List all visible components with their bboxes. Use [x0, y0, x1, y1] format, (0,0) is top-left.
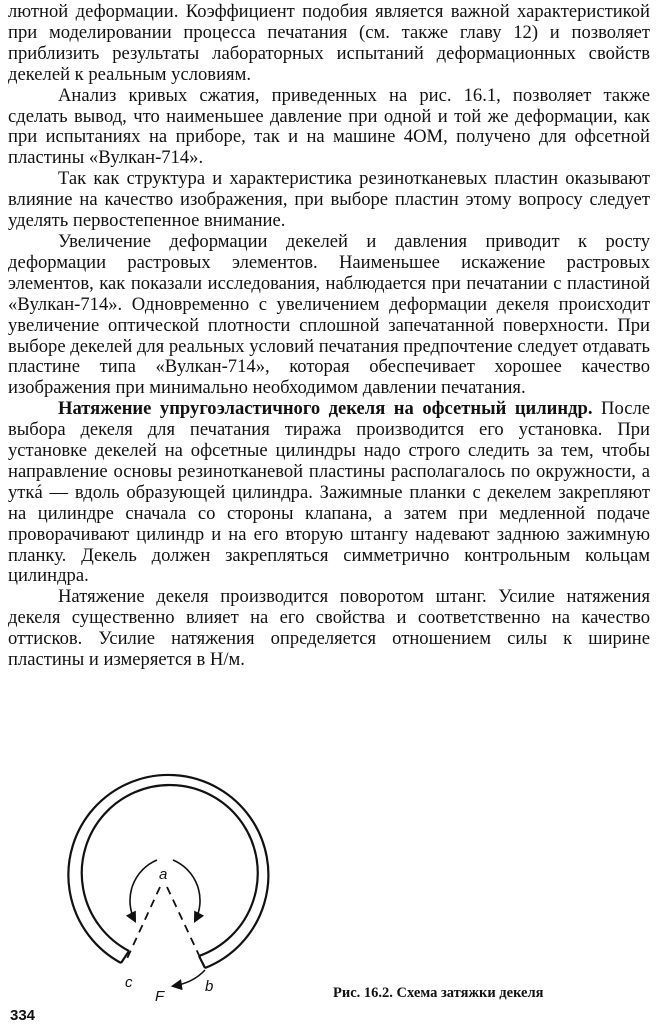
page-number: 334	[10, 1007, 36, 1024]
paragraph-text: Увеличение деформации декелей и давления приводит к росту деформации растровых элементов. Наименьшее искажение растровых элементов, как показали исследования, наблюдается при печатании с пластиной «Вулкан-714». Одновременно с увеличением деформации декеля происходит увеличение оптической плотности сплошной запечатанной поверхности. При выборе декелей для реальных условий печатания предпочтение следует отдавать пластине типа «Вулкан-714», которая обеспечивает хорошее качество изображения при минимально необходимом давлении печатания.	[8, 230, 650, 399]
label-force: F	[155, 988, 165, 1005]
tension-diagram	[55, 775, 315, 1005]
figure-caption: Рис. 16.2. Схема затяжки декеля	[333, 985, 544, 1001]
paragraph-text: Так как структура и характеристика резинотканевых пластин оказывают влияние на качество изображения, при выборе пластин этому вопросу следует уделять первостепенное внимание.	[8, 168, 650, 232]
paragraph-text: После выбора декеля для печатания тиража производится его установка. При установке декелей на офсетные цилиндры надо строго следить за тем, чтобы направление основы резинотканевой пластины располагалось по окружности, а уткá — вдоль образующей цилиндра. Зажимные планки с декелем закрепляют на цилиндре сначала со стороны клапана, а затем при медленной подаче проворачивают цилиндр и на его вторую штангу надевают заднюю зажимную планку. Декель должен закрепляться симметрично контрольным кольцам цилиндра.	[8, 398, 650, 587]
inner-ring	[82, 785, 258, 956]
paragraph-text: лютной деформации. Коэффициент подобия является важной характеристикой при моделировании процесса печатания (см. также главу 12) и позволяет приблизить результаты лабораторных испытаний деформационных свойств декелей к реальным условиям.	[8, 1, 650, 85]
rotation-arrow-left	[130, 860, 157, 921]
paragraph	[8, 86, 650, 170]
rotation-arrow-right	[173, 860, 200, 921]
dashed-line-a-b	[167, 887, 205, 968]
paragraph	[8, 169, 650, 232]
paragraph	[8, 2, 650, 86]
body-text	[8, 2, 650, 671]
paragraph	[8, 399, 650, 587]
label-b: b	[205, 978, 214, 995]
tension-diagram-svg	[55, 775, 315, 1005]
paragraph-text: Натяжение декеля производится поворотом штанг. Усилие натяжения декеля существенно влияет на его свойства и соответственно на качество оттисков. Усилие натяжения определяется отношением силы к ширине пластины и измеряется в Н/м.	[8, 586, 650, 671]
paragraph	[8, 587, 650, 671]
label-a: a	[159, 866, 168, 883]
paragraph-text: Анализ кривых сжатия, приведенных на рис. 16.1, позволяет также сделать вывод, что наименьшее давление при одной и той же деформации, как при испытаниях на приборе, так и на машине 4ОМ, получено для офсетной пластины «Вулкан-714».	[8, 84, 650, 169]
section-heading: Натяжение упругоэластичного декеля на офсетный цилиндр.	[58, 398, 593, 420]
force-arrow	[173, 970, 205, 986]
label-c: c	[125, 974, 133, 991]
outer-ring	[68, 775, 268, 968]
paragraph	[8, 232, 650, 399]
